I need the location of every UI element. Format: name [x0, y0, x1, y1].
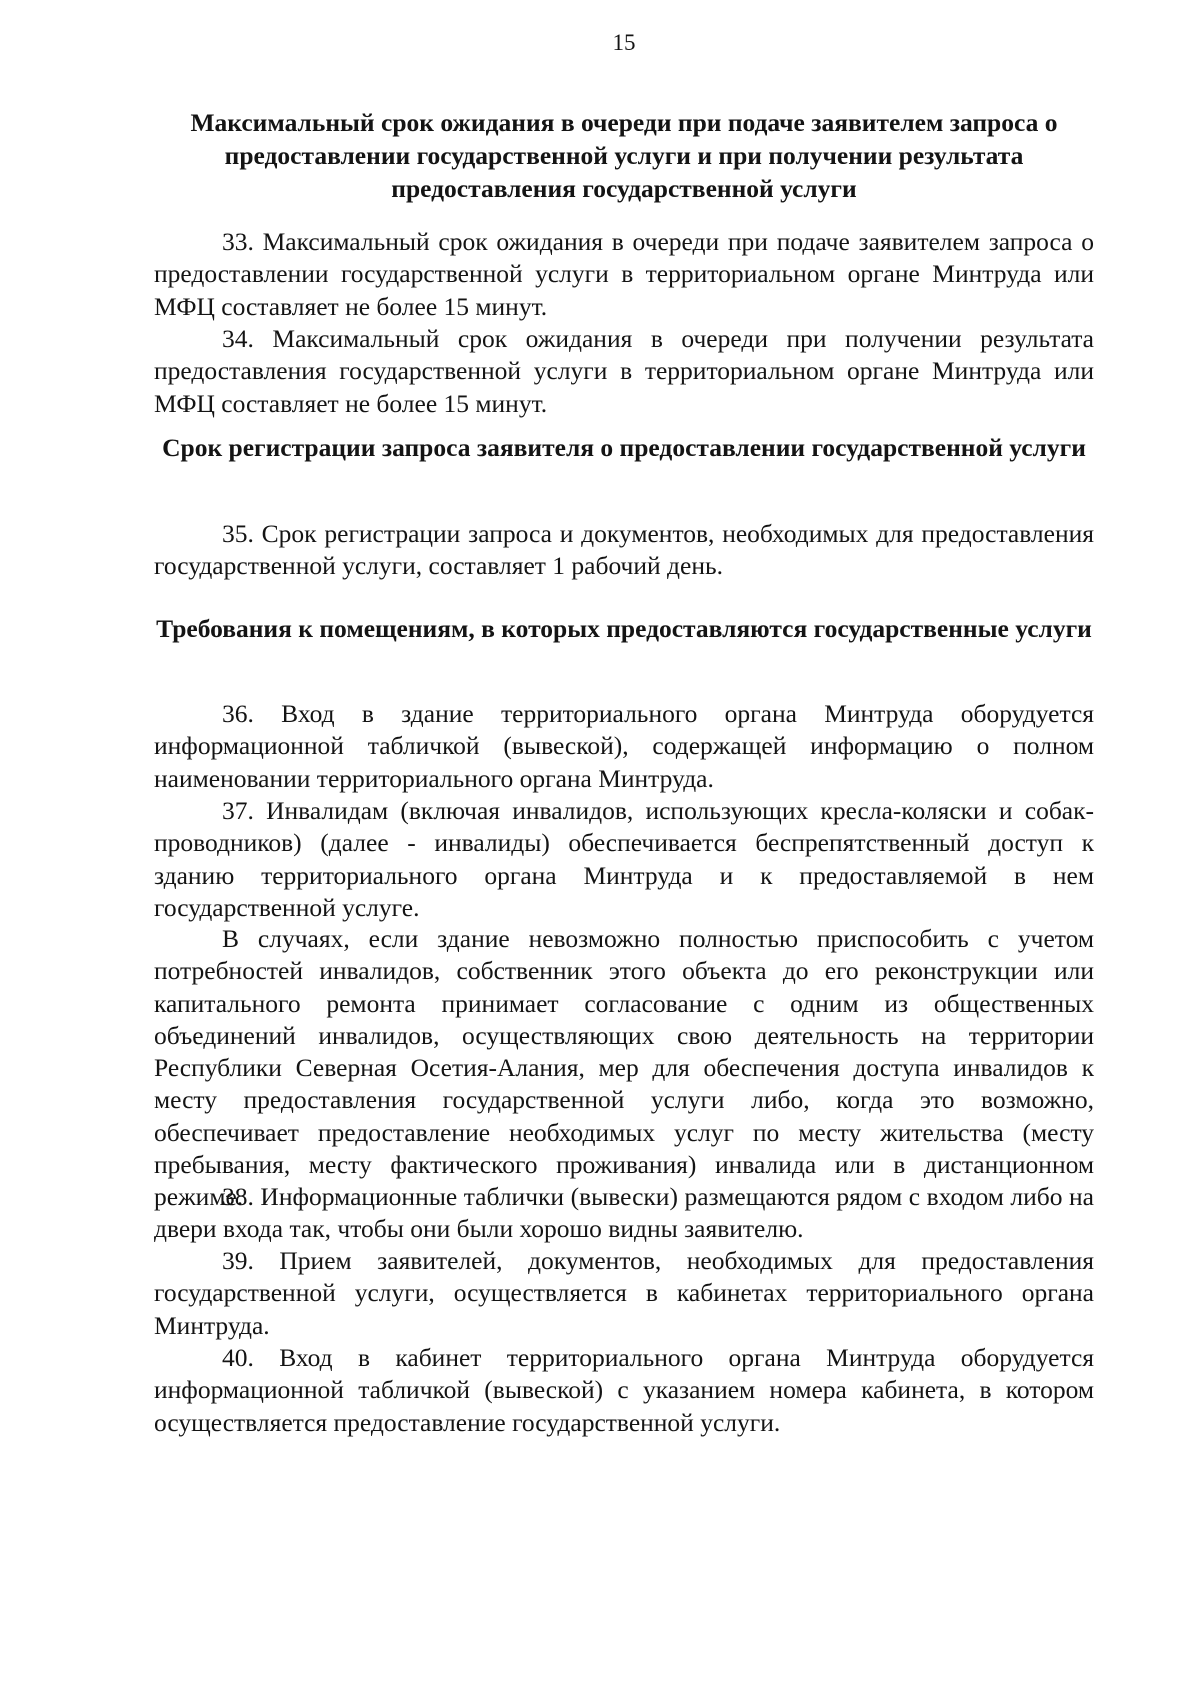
paragraph-34: 34. Максимальный срок ожидания в очереди при получении результата предоставления государственной услуги в территориальном органе Минтруда или МФЦ составляет не более 15 минут. — [154, 324, 1094, 418]
section-heading-premises-requirements: Требования к помещениям, в которых предоставляются государственные услуги — [156, 614, 1092, 643]
section-heading-waiting-time: Максимальный срок ожидания в очереди при подаче заявителем запроса о предоставлении государственной услуги и при получении результата предоставления государственной услуги — [190, 108, 1058, 203]
paragraph-37: 37. Инвалидам (включая инвалидов, использующих кресла-коляски и собак-проводников) (далее - инвалиды) обеспечивается беспрепятственный доступ к зданию территориального органа Минтруда и к предоставляемой в нем государственной услуге. — [154, 796, 1094, 922]
paragraph-35: 35. Срок регистрации запроса и документов, необходимых для предоставления государственной услуги, составляет 1 рабочий день. — [154, 519, 1094, 581]
paragraph-39: 39. Прием заявителей, документов, необходимых для предоставления государственной услуги, осуществляется в кабинетах территориального органа Минтруда. — [154, 1246, 1094, 1340]
page-number: 15 — [612, 30, 636, 55]
paragraph-36: 36. Вход в здание территориального органа Минтруда оборудуется информационной табличкой (вывеской), содержащей информацию о полном наименовании территориального органа Минтруда. — [154, 699, 1094, 793]
paragraph-40: 40. Вход в кабинет территориального органа Минтруда оборудуется информационной табличкой (вывеской) с указанием номера кабинета, в котором осуществляется предоставление государственной услуги. — [154, 1343, 1094, 1437]
section-heading-registration-term: Срок регистрации запроса заявителя о предоставлении государственной услуги — [162, 433, 1086, 462]
paragraph-38: 38. Информационные таблички (вывески) размещаются рядом с входом либо на двери входа так, чтобы они были хорошо видны заявителю. — [154, 1182, 1094, 1244]
paragraph-37-continued: В случаях, если здание невозможно полностью приспособить с учетом потребностей инвалидов, собственник этого объекта до его реконструкции или капитального ремонта принимает согласование с одним из общественных объединений инвалидов, осуществляющих свою деятельность на территории Республики Северная Осетия-Алания, мер для обеспечения доступа инвалидов к месту предоставления государственной услуги либо, когда это возможно, обеспечивает предоставление необходимых услуг по месту жительства (месту пребывания, месту фактического проживания) инвалида или в дистанционном режиме. — [154, 924, 1094, 1212]
paragraph-33: 33. Максимальный срок ожидания в очереди при подаче заявителем запроса о предоставлении государственной услуги в территориальном органе Минтруда или МФЦ составляет не более 15 минут. — [154, 227, 1094, 321]
